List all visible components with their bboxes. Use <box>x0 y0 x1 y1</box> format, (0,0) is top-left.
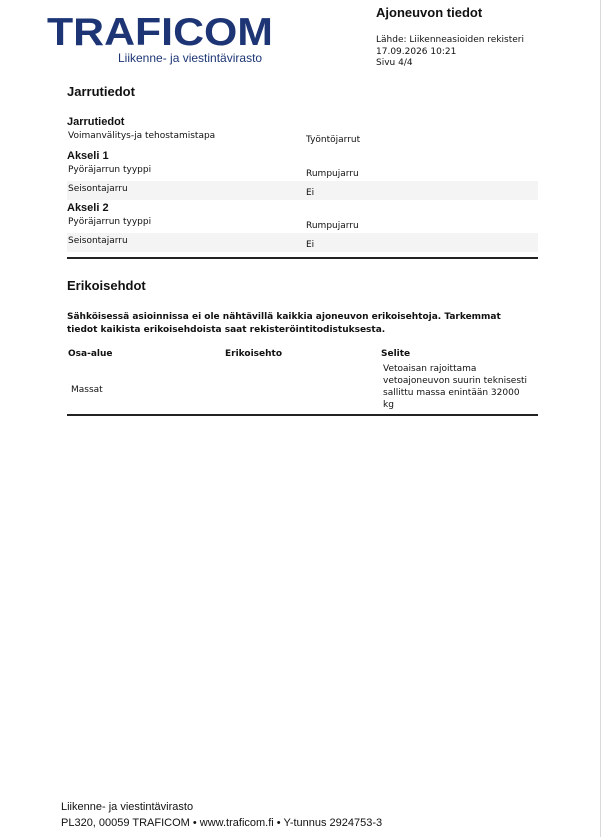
row-label: Pyöräjarrun tyyppi <box>68 217 152 227</box>
axle-2-title: Akseli 2 <box>67 202 109 214</box>
source-text: Lähde: Liikenneasioiden rekisteri <box>376 35 524 45</box>
row-value: Rumpujarru <box>306 221 359 231</box>
special-section-title: Erikoisehdot <box>67 278 146 293</box>
document-title: Ajoneuvon tiedot <box>376 5 483 20</box>
logo-wordmark <box>47 13 275 47</box>
row-value: Ei <box>306 188 315 198</box>
brake-row <box>67 162 538 181</box>
row-label: Pyöräjarrun tyyppi <box>68 165 152 175</box>
row-value: Työntöjarrut <box>306 135 361 145</box>
notice-line: tiedot kaikista erikoisehdoista saat rekisteröintitodistuksesta. <box>67 325 386 335</box>
datetime-text: 17.09.2026 10:21 <box>376 46 457 57</box>
row-label: Seisontajarru <box>68 184 128 194</box>
row-label: Seisontajarru <box>68 236 128 246</box>
footer-agency: Liikenne- ja viestintävirasto <box>61 801 194 813</box>
brakes-section-title: Jarrutiedot <box>67 84 135 99</box>
table-row <box>67 363 538 414</box>
brake-group-title: Jarrutiedot <box>67 116 125 128</box>
footer-contact: PL320, 00059 TRAFICOM • www.traficom.fi • Y-tunnus 2924753-3 <box>61 817 383 829</box>
row-label: Voimanvälitys-ja tehostamistapa <box>68 131 216 141</box>
page-number: Sivu 4/4 <box>376 58 413 68</box>
description-line: kg <box>383 400 394 410</box>
column-header-description: Selite <box>381 349 411 359</box>
description-line: Vetoaisan rajoittama <box>383 364 477 374</box>
row-value: Ei <box>306 240 315 250</box>
brake-row <box>67 233 538 252</box>
special-notice <box>67 311 538 337</box>
notice-line: Sähköisessä asioinnissa ei ole nähtävillä kaikkia ajoneuvon erikoisehtoja. Tarkemmat <box>67 312 501 322</box>
logo-subtitle: Liikenne- ja viestintävirasto <box>118 51 263 65</box>
document-content <box>67 84 538 416</box>
brake-row <box>67 128 538 148</box>
brake-row <box>67 181 538 200</box>
axle-1-title: Akseli 1 <box>67 150 109 162</box>
column-header-area: Osa-alue <box>68 349 113 359</box>
description-line: sallittu massa enintään 32000 <box>383 388 520 398</box>
cell-description <box>383 363 533 411</box>
description-line: vetoajoneuvon suurin teknisesti <box>383 376 528 386</box>
document-meta <box>376 35 524 70</box>
brake-row <box>67 214 538 233</box>
row-value: Rumpujarru <box>306 169 359 179</box>
page-footer <box>61 799 382 831</box>
cell-area: Massat <box>71 385 103 395</box>
traficom-logo <box>47 13 275 65</box>
logo-text: TRAFICOM <box>47 13 273 47</box>
special-table-header <box>67 349 538 363</box>
column-header-condition: Erikoisehto <box>225 349 283 359</box>
table-bottom-rule <box>67 414 538 416</box>
